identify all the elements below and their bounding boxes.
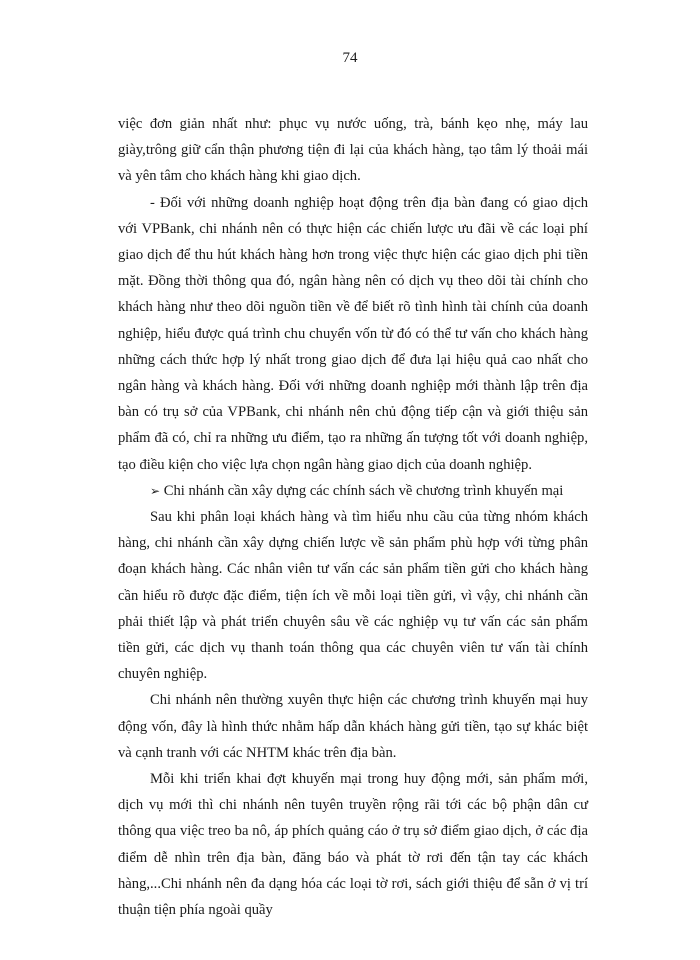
paragraph-5: Mỗi khi triển khai đợt khuyến mại trong huy động mới, sản phẩm mới, dịch vụ mới thì chi nhánh nên tuyên truyền rộng rãi tới các bộ phận dân cư thông qua việc treo ba nô, áp phích quảng cáo ở trụ sở điểm giao dịch, ở các địa điểm dễ nhìn trên địa bàn, đăng báo và phát tờ rơi đến tận tay các khách hàng,...Chi nhánh nên đa dạng hóa các loại tờ rơi, sách giới thiệu để sẵn ở vị trí thuận tiện phía ngoài quầy xyxy=(118,771,588,919)
paragraph-3: Sau khi phân loại khách hàng và tìm hiểu nhu cầu của từng nhóm khách hàng, chi nhánh cần xây dựng chiến lược về sản phẩm phù hợp với từng phân đoạn khách hàng. Các nhân viên tư vấn các sản phẩm tiền gửi cho khách hàng cần hiểu rõ được đặc điểm, tiện ích về mỗi loại tiền gửi, vì vậy, chi nhánh cần phải thiết lập và phát triển chuyên sâu về các nghiệp vụ tư vấn các sản phẩm tiền gửi, các dịch vụ thanh toán thông qua các chuyên viên tư vấn tài chính chuyên nghiệp. xyxy=(118,509,588,683)
page-number: 74 xyxy=(342,50,358,66)
bullet-heading-text: Chi nhánh cần xây dựng các chính sách về chương trình khuyến mại xyxy=(163,482,564,499)
paragraph-1: việc đơn giản nhất như: phục vụ nước uống, trà, bánh kẹo nhẹ, máy lau giày,trông giữ cẩn thận phương tiện đi lại của khách hàng, tạo tâm lý thoải mái và yên tâm cho khách hàng khi giao dịch. xyxy=(118,116,588,185)
arrow-bullet-icon: ➢ xyxy=(150,483,161,498)
paragraph-4: Chi nhánh nên thường xuyên thực hiện các chương trình khuyến mại huy động vốn, đây là hình thức nhằm hấp dẫn khách hàng gửi tiền, tạo sự khác biệt và cạnh tranh với các NHTM khác trên địa bàn. xyxy=(118,692,588,761)
paragraph-2: - Đối với những doanh nghiệp hoạt động trên địa bàn đang có giao dịch với VPBank, chi nhánh nên có thực hiện các chiến lược ưu đãi về các loại phí giao dịch để thu hút khách hàng hơn trong việc thực hiện các giao dịch phi tiền mặt. Đồng thời thông qua đó, ngân hàng nên có dịch vụ theo dõi tài chính cho khách hàng như theo dõi nguồn tiền về để biết rõ tình hình tài chính của doanh nghiệp, hiểu được quá trình chu chuyển vốn từ đó có thể tư vấn cho khách hàng những cách thức hợp lý nhất trong giao dịch để đưa lại hiệu quả cao nhất cho ngân hàng và khách hàng. Đối với những doanh nghiệp mới thành lập trên địa bàn có trụ sở của VPBank, chi nhánh nên chủ động tiếp cận và giới thiệu sản phẩm đã có, chỉ ra những ưu điểm, tạo ra những ấn tượng tốt với doanh nghiệp, tạo điều kiện cho việc lựa chọn ngân hàng giao dịch của doanh nghiệp. xyxy=(118,194,588,473)
document-body xyxy=(118,111,588,923)
bullet-heading xyxy=(118,478,588,504)
